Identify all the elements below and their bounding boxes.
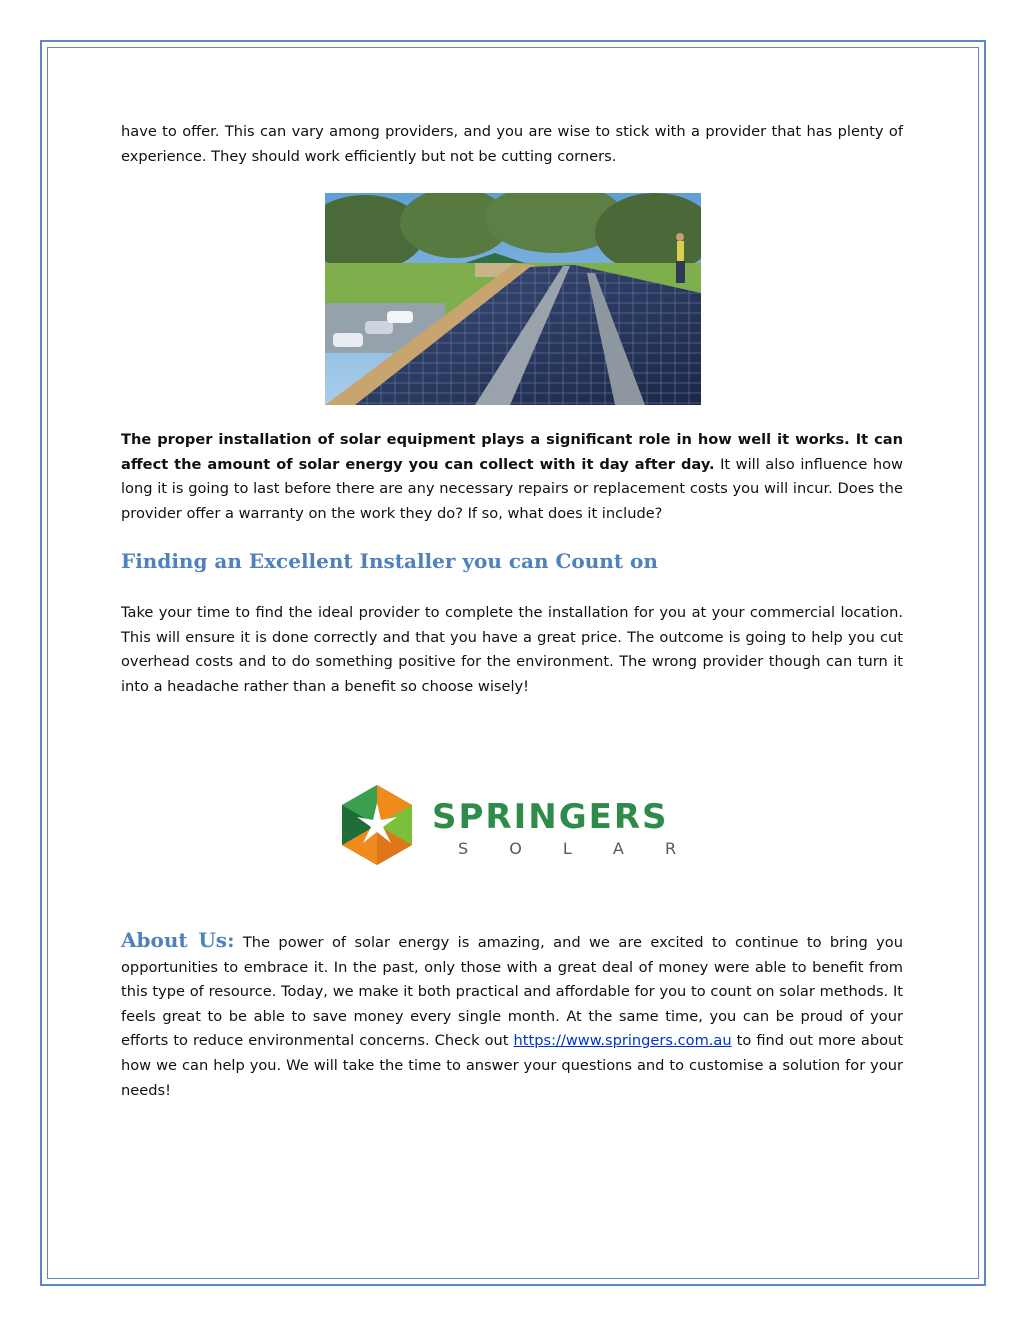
- finding-paragraph: [121, 601, 903, 699]
- intro-text: have to offer. This can vary among providers, and you are wise to stick with a provider that has plenty of experience. They should work efficiently but not be cutting corners.: [121, 123, 903, 165]
- logo-wordmark: SPRINGERS: [432, 797, 669, 837]
- about-paragraph: [121, 928, 903, 1103]
- solar-panels-photo: [325, 193, 701, 405]
- finding-heading: Finding an Excellent Installer you can Count on: [121, 549, 658, 573]
- installation-text: It will also influence how long it is going to last before there are any necessary repairs or replacement costs you will incur. Does the provider offer a warranty on the work they do? If so, what does it include?: [121, 455, 903, 522]
- finding-text: Take your time to find the ideal provider to complete the installation for you at your commercial location. This will ensure it is done correctly and that you have a great price. The outcome is going to help you cut overhead costs and to do something positive for the environment. The wrong provider though can turn it into a headache rather than a benefit so choose wisely!: [121, 604, 903, 695]
- about-heading: About Us:: [121, 928, 235, 952]
- installation-paragraph: [121, 428, 903, 526]
- about-text-end: to find out more about how we can help you. We will take the time to answer your questions and to customise a solution for your needs!: [121, 1032, 903, 1099]
- logo-subtitle: S O L A R: [458, 839, 695, 858]
- springers-website-link[interactable]: https://www.springers.com.au: [513, 1032, 732, 1050]
- springers-solar-logo: [340, 782, 695, 868]
- about-text-start: The power of solar energy is amazing, and we are excited to continue to bring you opportunities to embrace it. In the past, only those with a great deal of money were able to benefit from this type of resource. Today, we make it both practical and affordable for you to count on solar methods. It feels great to be able to save money every single month. At the same time, you can be proud of your efforts to reduce environmental concerns. Check out: [121, 934, 903, 1050]
- installation-bold-text: The proper installation of solar equipment plays a significant role in how well it works. It can affect the amount of solar energy you can collect with it day after day.: [121, 431, 903, 473]
- intro-paragraph: [121, 120, 903, 169]
